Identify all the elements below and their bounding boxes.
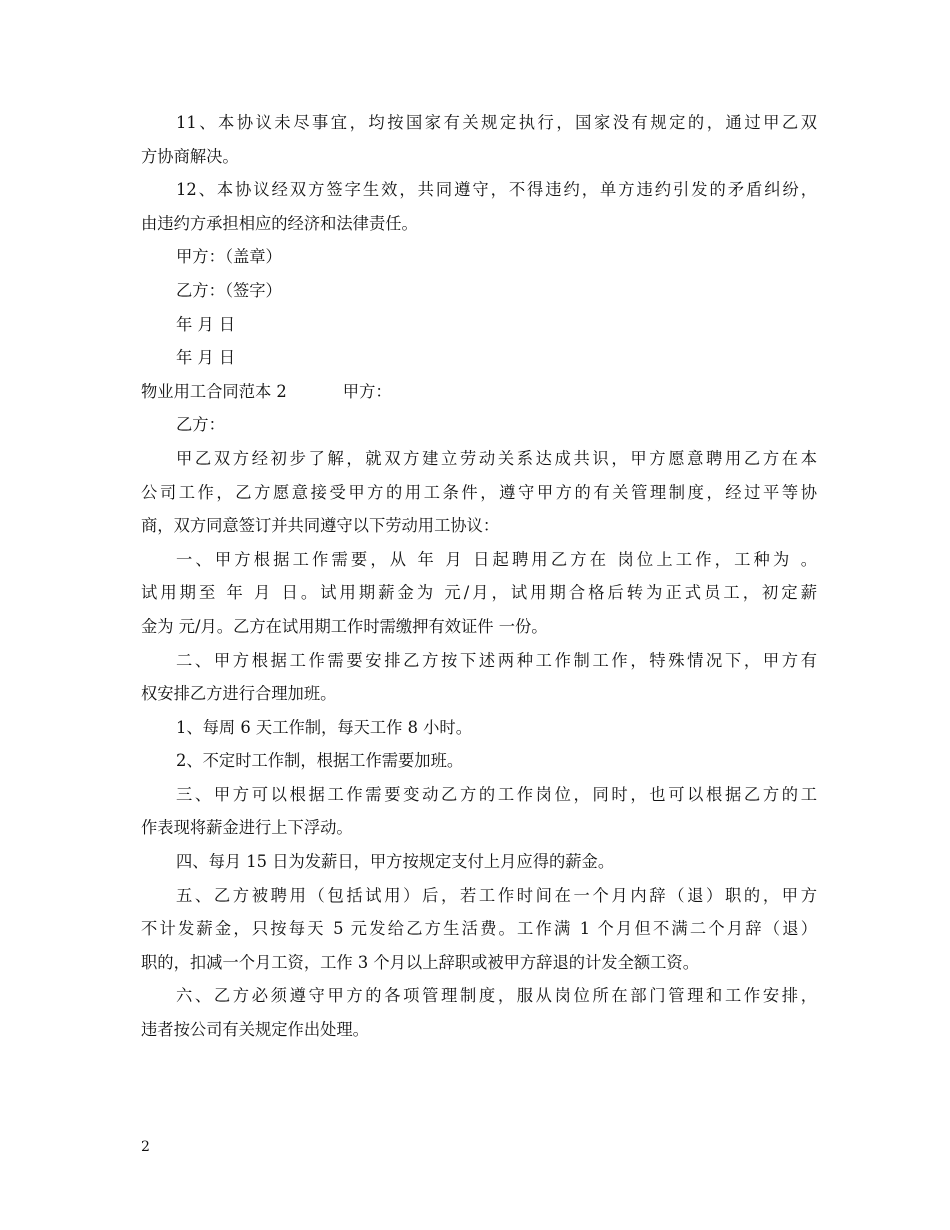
paragraph-line: 三、甲方可以根据工作需要变动乙方的工作岗位，同时，也可以根据乙方的工 xyxy=(176,784,817,804)
paragraph-line: 公司工作，乙方愿意接受甲方的用工条件，遵守甲方的有关管理制度，经过平等协 xyxy=(141,482,817,502)
signature-party-b: 乙方：（签字） xyxy=(176,280,282,300)
date-line: 年 月 日 xyxy=(176,348,236,368)
paragraph-line: 二、甲方根据工作需要安排乙方按下述两种工作制工作，特殊情况下，甲方有 xyxy=(176,650,817,670)
document-body xyxy=(141,112,817,1053)
paragraph-line: 权安排乙方进行合理加班。 xyxy=(141,684,337,704)
paragraph-line: 2、不定时工作制，根据工作需要加班。 xyxy=(176,751,464,771)
signature-party-a: 甲方：（盖章） xyxy=(176,247,282,267)
paragraph-line: 一、甲方根据工作需要，从 年 月 日起聘用乙方在 岗位上工作，工种为 。 xyxy=(176,549,817,569)
paragraph-line: 违者按公司有关规定作出处理。 xyxy=(141,1020,369,1040)
party-b-label: 乙方： xyxy=(176,415,225,435)
contract-heading-line xyxy=(141,381,817,403)
paragraph-line: 12、本协议经双方签字生效，共同遵守，不得违约，单方违约引发的矛盾纠纷， xyxy=(176,180,817,200)
date-line: 年 月 日 xyxy=(176,314,236,334)
paragraph-line: 作表现将薪金进行上下浮动。 xyxy=(141,818,353,838)
paragraph-line: 商，双方同意签订并共同遵守以下劳动用工协议： xyxy=(141,516,500,536)
paragraph-line: 甲乙双方经初步了解，就双方建立劳动关系达成共识，甲方愿意聘用乙方在本 xyxy=(176,448,817,468)
contract-title: 物业用工合同范本 2 xyxy=(141,381,287,401)
paragraph-line: 11、本协议未尽事宜，均按国家有关规定执行，国家没有规定的，通过甲乙双 xyxy=(176,113,817,132)
paragraph-line: 试用期至 年 月 日。试用期薪金为 元/月，试用期合格后转为正式员工，初定薪 xyxy=(141,583,817,603)
paragraph-line: 六、乙方必须遵守甲方的各项管理制度，服从岗位所在部门管理和工作安排， xyxy=(176,986,817,1006)
paragraph-line: 四、每月 15 日为发薪日，甲方按规定支付上月应得的薪金。 xyxy=(176,852,615,872)
paragraph-line: 方协商解决。 xyxy=(141,146,239,166)
paragraph-line: 由违约方承担相应的经济和法律责任。 xyxy=(141,213,418,233)
paragraph-line: 金为 元/月。乙方在试用期工作时需缴押有效证件 一份。 xyxy=(141,616,548,636)
paragraph-line: 职的，扣减一个月工资，工作 3 个月以上辞职或被甲方辞退的计发全额工资。 xyxy=(141,952,699,972)
party-a-label: 甲方： xyxy=(342,381,392,401)
paragraph-line: 五、乙方被聘用（包括试用）后，若工作时间在一个月内辞（退）职的，甲方 xyxy=(176,885,817,905)
page-number: 2 xyxy=(141,1139,150,1155)
paragraph-line: 不计发薪金，只按每天 5 元发给乙方生活费。工作满 1 个月但不满二个月辞（退） xyxy=(141,919,817,939)
paragraph-line: 1、每周 6 天工作制，每天工作 8 小时。 xyxy=(176,717,472,737)
